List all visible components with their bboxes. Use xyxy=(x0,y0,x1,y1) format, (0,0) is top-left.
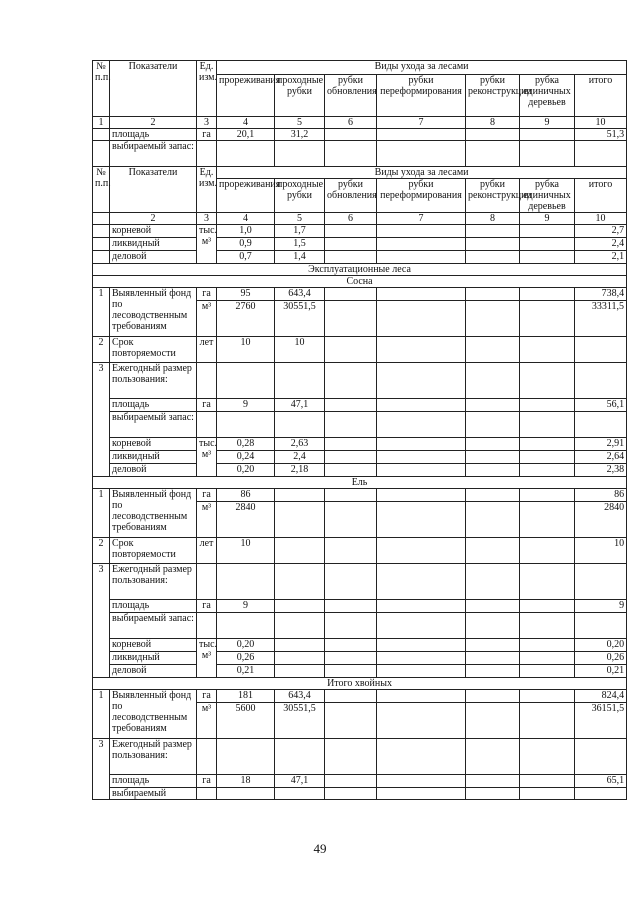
cell-value: 0,28 xyxy=(217,438,275,451)
row-label: Выявленный фонд по лесоводственным требованиям xyxy=(110,690,197,739)
section-title-pine: Сосна xyxy=(93,276,627,288)
row-number: 3 xyxy=(93,564,110,678)
row-label: площадь xyxy=(110,399,197,412)
cell-total: 0,20 xyxy=(575,639,627,652)
table-row xyxy=(93,412,627,438)
table-row xyxy=(93,652,627,665)
table-row xyxy=(93,639,627,652)
row-number: 3 xyxy=(93,739,110,800)
cell-total: 2840 xyxy=(575,502,627,538)
row-unit: га xyxy=(197,775,217,788)
row-label: выбираемый запас: xyxy=(110,141,197,167)
row-label: Срок повторяемости xyxy=(110,337,197,363)
row-label: выбираемый запас: xyxy=(110,613,197,639)
cell-value: 95 xyxy=(217,288,275,301)
row-label: выбираемый xyxy=(110,788,197,800)
row-unit: лет xyxy=(197,538,217,564)
forest-care-table-sheet xyxy=(92,60,626,800)
cell-value: 47,1 xyxy=(275,775,325,788)
row-number: 1 xyxy=(93,690,110,739)
col-number: 4 xyxy=(217,213,275,225)
cell-total: 10 xyxy=(575,538,627,564)
col-header-reformation-cutting: рубки переформирования xyxy=(377,179,466,213)
row-number: 2 xyxy=(93,538,110,564)
forest-care-table xyxy=(92,60,627,800)
row-unit: га xyxy=(197,129,217,141)
table-row xyxy=(93,665,627,678)
col-number: 5 xyxy=(275,117,325,129)
section-row xyxy=(93,477,627,489)
row-unit: тыс. м³ xyxy=(197,225,217,264)
cell-total: 738,4 xyxy=(575,288,627,301)
row-unit: тыс. м³ xyxy=(197,639,217,678)
row-number: 1 xyxy=(93,489,110,538)
col-number: 8 xyxy=(466,117,520,129)
cell-value: 1,4 xyxy=(275,251,325,264)
cell-value: 2760 xyxy=(217,301,275,337)
cell-value: 9 xyxy=(217,399,275,412)
section-title-exploitation-forests: Эксплуатационные леса xyxy=(93,264,627,276)
row-label: ликвидный xyxy=(110,238,197,251)
row-label: выбираемый запас: xyxy=(110,412,197,438)
row-unit: га xyxy=(197,288,217,301)
col-number: 6 xyxy=(325,213,377,225)
cell-value: 0,9 xyxy=(217,238,275,251)
row-label: Срок повторяемости xyxy=(110,538,197,564)
row-label: деловой xyxy=(110,251,197,264)
cell-total: 33311,5 xyxy=(575,301,627,337)
table-row xyxy=(93,129,627,141)
col-header-total: итого xyxy=(575,75,627,117)
cell-value: 0,20 xyxy=(217,639,275,652)
col-number: 7 xyxy=(377,117,466,129)
column-number-row xyxy=(93,213,627,225)
table-row xyxy=(93,600,627,613)
col-number: 1 xyxy=(93,117,110,129)
cell-total: 56,1 xyxy=(575,399,627,412)
table-row xyxy=(93,690,627,703)
cell-total: 2,64 xyxy=(575,451,627,464)
row-label: Выявленный фонд по лесоводственным требованиям xyxy=(110,489,197,538)
cell-total: 2,38 xyxy=(575,464,627,477)
row-unit: лет xyxy=(197,337,217,363)
row-label: корневой xyxy=(110,438,197,451)
col-unit-header: Ед. изм. xyxy=(197,61,217,117)
cell-value: 18 xyxy=(217,775,275,788)
col-header-thinning: прореживания xyxy=(217,75,275,117)
table-row xyxy=(93,775,627,788)
table-row xyxy=(93,438,627,451)
table-row xyxy=(93,788,627,800)
col-header-passage-cutting: проходные рубки xyxy=(275,179,325,213)
cell-total: 65,1 xyxy=(575,775,627,788)
row-unit: га xyxy=(197,399,217,412)
cell-value: 0,24 xyxy=(217,451,275,464)
table-row xyxy=(93,399,627,412)
cell-value: 1,7 xyxy=(275,225,325,238)
table-row xyxy=(93,141,627,167)
col-header-passage-cutting: проходные рубки xyxy=(275,75,325,117)
section-row xyxy=(93,264,627,276)
row-label: площадь xyxy=(110,129,197,141)
care-types-group-header: Виды ухода за лесами xyxy=(217,61,627,75)
table-row xyxy=(93,739,627,775)
cell-value: 30551,5 xyxy=(275,301,325,337)
table-row xyxy=(93,538,627,564)
cell-value: 2,4 xyxy=(275,451,325,464)
table-row xyxy=(93,225,627,238)
row-label: ликвидный xyxy=(110,451,197,464)
col-number: 9 xyxy=(520,213,575,225)
section-title-conifer-total: Итого хвойных xyxy=(93,678,627,690)
row-unit: тыс. м³ xyxy=(197,438,217,477)
table-row xyxy=(93,363,627,399)
col-number: 10 xyxy=(575,213,627,225)
row-unit: га xyxy=(197,600,217,613)
col-number: 2 xyxy=(110,117,197,129)
col-header-thinning: прореживания xyxy=(217,179,275,213)
row-label: корневой xyxy=(110,225,197,238)
row-label: деловой xyxy=(110,665,197,678)
table-row xyxy=(93,288,627,301)
row-unit: га xyxy=(197,489,217,502)
col-header-total: итого xyxy=(575,179,627,213)
col-header-single-tree-cutting: рубка единичных деревьев xyxy=(520,75,575,117)
table-row xyxy=(93,489,627,502)
cell-value: 20,1 xyxy=(217,129,275,141)
section-row xyxy=(93,276,627,288)
section-title-spruce: Ель xyxy=(93,477,627,489)
col-unit-header: Ед. изм. xyxy=(197,167,217,213)
row-number: 3 xyxy=(93,363,110,477)
header-row-1 xyxy=(93,61,627,75)
col-number: 8 xyxy=(466,213,520,225)
col-number: 9 xyxy=(520,117,575,129)
row-unit: м³ xyxy=(197,502,217,538)
col-header-reformation-cutting: рубки переформирования xyxy=(377,75,466,117)
cell-total: 2,91 xyxy=(575,438,627,451)
row-label: корневой xyxy=(110,639,197,652)
row-label: Ежегодный размер пользования: xyxy=(110,564,197,600)
cell-value: 0,26 xyxy=(217,652,275,665)
col-number: 7 xyxy=(377,213,466,225)
cell-value: 10 xyxy=(275,337,325,363)
cell-value: 31,2 xyxy=(275,129,325,141)
cell-total: 36151,5 xyxy=(575,703,627,739)
col-number: 2 xyxy=(110,213,197,225)
table-row xyxy=(93,464,627,477)
col-header-renewal-cutting: рубки обновления xyxy=(325,179,377,213)
col-header-single-tree-cutting: рубка единичных деревьев xyxy=(520,179,575,213)
col-num-header: № п.п. xyxy=(93,167,110,213)
table-row xyxy=(93,337,627,363)
col-number: 4 xyxy=(217,117,275,129)
col-number: 3 xyxy=(197,213,217,225)
cell-value: 1,5 xyxy=(275,238,325,251)
col-number: 5 xyxy=(275,213,325,225)
page-number: 49 xyxy=(313,841,327,856)
table-row xyxy=(93,451,627,464)
column-number-row xyxy=(93,117,627,129)
table-row xyxy=(93,238,627,251)
section-row xyxy=(93,678,627,690)
cell-value: 10 xyxy=(217,337,275,363)
cell-value: 2,18 xyxy=(275,464,325,477)
cell-value: 181 xyxy=(217,690,275,703)
row-label: площадь xyxy=(110,775,197,788)
cell-total: 51,3 xyxy=(575,129,627,141)
cell-value: 0,21 xyxy=(217,665,275,678)
row-number: 1 xyxy=(93,288,110,337)
col-indicators-header: Показатели xyxy=(110,167,197,213)
row-label: Выявленный фонд по лесоводственным требованиям xyxy=(110,288,197,337)
row-label: ликвидный xyxy=(110,652,197,665)
cell-total: 86 xyxy=(575,489,627,502)
col-header-reconstruction-cutting: рубки реконструкции xyxy=(466,75,520,117)
cell-total: 0,21 xyxy=(575,665,627,678)
cell-value: 643,4 xyxy=(275,288,325,301)
cell-total: 2,1 xyxy=(575,251,627,264)
col-indicators-header: Показатели xyxy=(110,61,197,117)
row-label: Ежегодный размер пользования: xyxy=(110,363,197,399)
cell-value: 0,20 xyxy=(217,464,275,477)
cell-value: 643,4 xyxy=(275,690,325,703)
row-number: 2 xyxy=(93,337,110,363)
col-num-header: № п.п. xyxy=(93,61,110,117)
row-unit: м³ xyxy=(197,703,217,739)
col-number: 10 xyxy=(575,117,627,129)
cell-total: 9 xyxy=(575,600,627,613)
col-header-reconstruction-cutting: рубки реконструкции xyxy=(466,179,520,213)
cell-total: 2,7 xyxy=(575,225,627,238)
cell-value: 10 xyxy=(217,538,275,564)
row-label: площадь xyxy=(110,600,197,613)
cell-value: 0,7 xyxy=(217,251,275,264)
cell-value: 47,1 xyxy=(275,399,325,412)
cell-value: 1,0 xyxy=(217,225,275,238)
cell-total: 824,4 xyxy=(575,690,627,703)
cell-value: 30551,5 xyxy=(275,703,325,739)
cell-value: 2,63 xyxy=(275,438,325,451)
cell-value: 5600 xyxy=(217,703,275,739)
cell-value: 9 xyxy=(217,600,275,613)
header-row-1 xyxy=(93,167,627,179)
row-label: Ежегодный размер пользования: xyxy=(110,739,197,775)
table-row xyxy=(93,613,627,639)
row-label: деловой xyxy=(110,464,197,477)
row-unit: м³ xyxy=(197,301,217,337)
cell-total: 2,4 xyxy=(575,238,627,251)
col-number: 6 xyxy=(325,117,377,129)
col-number: 3 xyxy=(197,117,217,129)
care-types-group-header: Виды ухода за лесами xyxy=(217,167,627,179)
cell-total: 0,26 xyxy=(575,652,627,665)
cell-value: 2840 xyxy=(217,502,275,538)
table-row xyxy=(93,251,627,264)
table-row xyxy=(93,564,627,600)
row-unit: га xyxy=(197,690,217,703)
col-header-renewal-cutting: рубки обновления xyxy=(325,75,377,117)
cell-value: 86 xyxy=(217,489,275,502)
